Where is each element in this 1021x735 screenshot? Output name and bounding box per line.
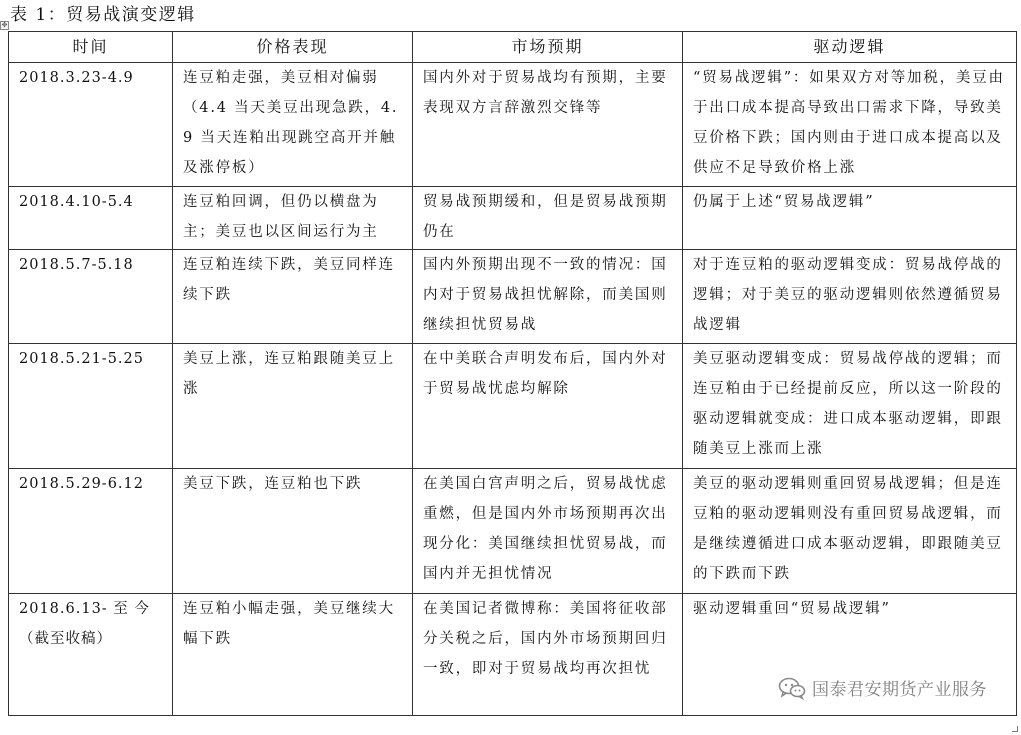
cell-logic: 驱动逻辑重回“贸易战逻辑” — [683, 594, 1017, 716]
cell-time: 2018.5.7-5.18 — [9, 250, 173, 344]
table-row — [9, 187, 1017, 250]
header-time: 时间 — [9, 32, 173, 63]
cell-expectation: 在美国白宫声明之后，贸易战忧虑重燃，但是国内外市场预期再次出现分化：美国继续担忧贸易战，而国内并无担忧情况 — [413, 469, 683, 594]
page-corner-mark — [1012, 726, 1018, 732]
watermark — [778, 675, 987, 700]
table-caption: 表 1：贸易战演变逻辑 — [10, 5, 196, 25]
cell-time: 2018.5.29-6.12 — [9, 469, 173, 594]
cell-expectation: 贸易战预期缓和，但是贸易战预期仍在 — [413, 187, 683, 250]
cell-logic: 仍属于上述“贸易战逻辑” — [683, 187, 1017, 250]
table-row — [9, 63, 1017, 187]
header-logic: 驱动逻辑 — [683, 32, 1017, 63]
cell-logic: “贸易战逻辑”：如果双方对等加税，美豆由于出口成本提高导致出口需求下降，导致美豆价格下跌；国内则由于进口成本提高以及供应不足导致价格上涨 — [683, 63, 1017, 187]
table-row — [9, 250, 1017, 344]
cell-expectation: 在美国记者微博称：美国将征收部分关税之后，国内外市场预期回归一致，即对于贸易战均再次担忧 — [413, 594, 683, 716]
cell-time: 2018.5.21-5.25 — [9, 344, 173, 469]
cell-price: 连豆粕走强，美豆相对偏弱（4.4 当天美豆出现急跌，4.9 当天连粕出现跳空高开并触及涨停板） — [173, 63, 413, 187]
cell-price: 连豆粕连续下跌，美豆同样连续下跌 — [173, 250, 413, 344]
watermark-text: 国泰君安期货产业服务 — [812, 680, 987, 700]
table-row — [9, 344, 1017, 469]
cell-expectation: 在中美联合声明发布后，国内外对于贸易战忧虑均解除 — [413, 344, 683, 469]
cell-expectation: 国内外对于贸易战均有预期，主要表现双方言辞激烈交锋等 — [413, 63, 683, 187]
cell-time: 2018.6.13- 至 今（截至收稿） — [9, 594, 173, 716]
cell-time: 2018.4.10-5.4 — [9, 187, 173, 250]
cell-price: 连豆粕回调，但仍以横盘为主；美豆也以区间运行为主 — [173, 187, 413, 250]
cell-price: 美豆下跌，连豆粕也下跌 — [173, 469, 413, 594]
trade-war-logic-table — [8, 31, 1017, 716]
cell-logic: 美豆的驱动逻辑则重回贸易战逻辑；但是连豆粕的驱动逻辑则没有重回贸易战逻辑，而是继续遵循进口成本驱动逻辑，即跟随美豆的下跌而下跌 — [683, 469, 1017, 594]
table-row — [9, 469, 1017, 594]
cell-expectation: 国内外预期出现不一致的情况：国内对于贸易战担忧解除，而美国则继续担忧贸易战 — [413, 250, 683, 344]
cell-price: 连豆粕小幅走强，美豆继续大幅下跌 — [173, 594, 413, 716]
header-expectation: 市场预期 — [413, 32, 683, 63]
cell-time: 2018.3.23-4.9 — [9, 63, 173, 187]
cell-logic: 美豆驱动逻辑变成：贸易战停战的逻辑；而连豆粕由于已经提前反应，所以这一阶段的驱动逻辑就变成：进口成本驱动逻辑，即跟随美豆上涨而上涨 — [683, 344, 1017, 469]
cell-logic: 对于连豆粕的驱动逻辑变成：贸易战停战的逻辑；对于美豆的驱动逻辑则依然遵循贸易战逻辑 — [683, 250, 1017, 344]
table-header-row — [9, 32, 1017, 63]
table-move-handle-icon[interactable]: ✥ — [1, 21, 8, 29]
header-price: 价格表现 — [173, 32, 413, 63]
wechat-logo-icon — [778, 676, 806, 700]
cell-price: 美豆上涨，连豆粕跟随美豆上涨 — [173, 344, 413, 469]
